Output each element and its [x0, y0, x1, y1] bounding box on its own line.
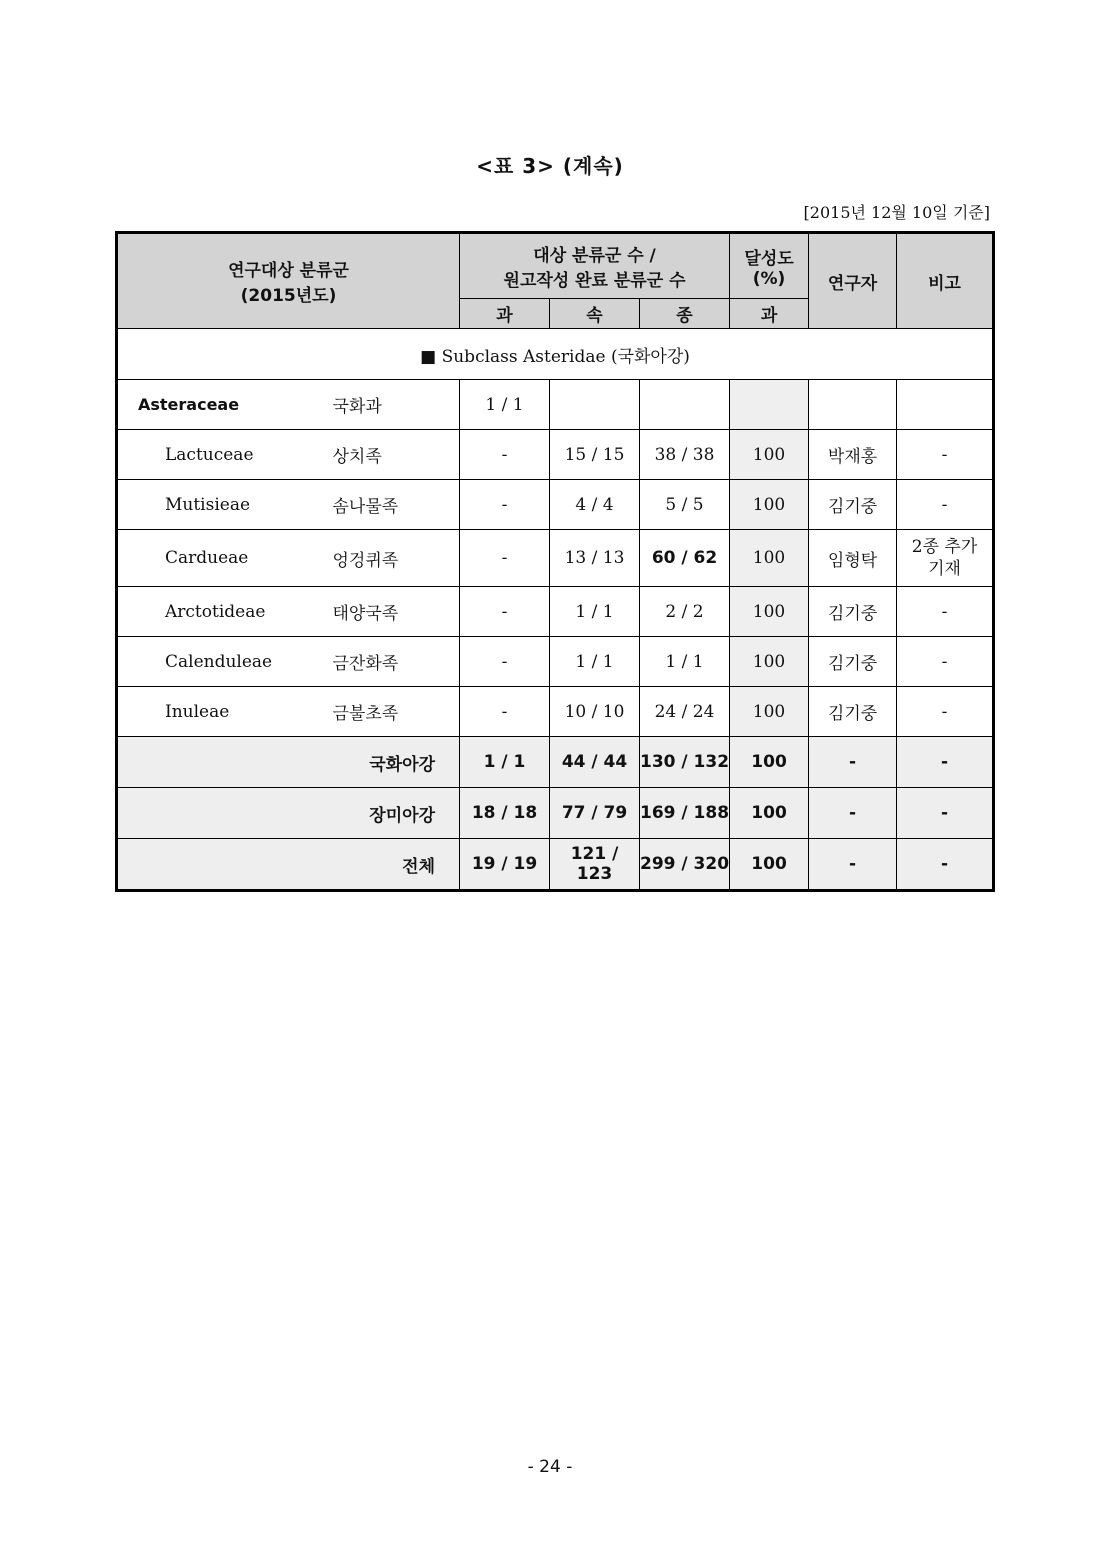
- family-kor-name: 국화과: [333, 380, 460, 430]
- header-rate: [730, 233, 809, 299]
- header-group-year: (2015년도): [240, 286, 337, 306]
- family-count: -: [460, 637, 550, 687]
- remark: -: [897, 839, 994, 891]
- tribe-kor-name: 금잔화족: [333, 637, 460, 687]
- tribe-sci-name: Calenduleae: [117, 637, 333, 687]
- table-row: [117, 687, 994, 737]
- species-count: 2 / 2: [640, 587, 730, 637]
- species-count: [640, 380, 730, 430]
- remark: [897, 380, 994, 430]
- genus-count: 4 / 4: [550, 480, 640, 530]
- reference-date: [2015년 12월 10일 기준]: [803, 203, 990, 222]
- genus-count: 1 / 1: [550, 637, 640, 687]
- header-remark: 비고: [897, 233, 994, 329]
- header-rate-line2: (%): [752, 268, 786, 289]
- genus-count: 77 / 79: [550, 788, 640, 839]
- rate-value: 100: [730, 737, 809, 788]
- tribe-kor-name: 금불초족: [333, 687, 460, 737]
- table-row: [117, 637, 994, 687]
- remark: [897, 530, 994, 587]
- genus-count: 10 / 10: [550, 687, 640, 737]
- total-row: [117, 839, 994, 891]
- researcher: -: [809, 788, 897, 839]
- remark: -: [897, 737, 994, 788]
- total-row: [117, 788, 994, 839]
- researcher: [809, 380, 897, 430]
- subclass-heading: ■ Subclass Asteridae (국화아강): [117, 329, 994, 380]
- rate-value: 100: [730, 637, 809, 687]
- remark: -: [897, 480, 994, 530]
- researcher: -: [809, 839, 897, 891]
- rate-value: 100: [730, 530, 809, 587]
- rate-value: [730, 380, 809, 430]
- table-row: [117, 480, 994, 530]
- family-count: 1 / 1: [460, 737, 550, 788]
- header-group: [117, 233, 460, 329]
- genus-count: 44 / 44: [550, 737, 640, 788]
- species-count: 130 / 132: [640, 737, 730, 788]
- header-genus: 속: [550, 299, 640, 329]
- remark: -: [897, 687, 994, 737]
- header-family: 과: [460, 299, 550, 329]
- tribe-sci-name: Mutisieae: [117, 480, 333, 530]
- remark-line1: 2종 추가: [911, 537, 978, 557]
- table-row: [117, 530, 994, 587]
- tribe-kor-name: 솜나물족: [333, 480, 460, 530]
- species-count: 38 / 38: [640, 430, 730, 480]
- remark: -: [897, 637, 994, 687]
- genus-count: [550, 380, 640, 430]
- genus-count: 1 / 1: [550, 587, 640, 637]
- researcher: 임형탁: [809, 530, 897, 587]
- tribe-sci-name: Arctotideae: [117, 587, 333, 637]
- header-species: 종: [640, 299, 730, 329]
- family-count: -: [460, 530, 550, 587]
- remark: -: [897, 788, 994, 839]
- family-count: -: [460, 430, 550, 480]
- page-number: - 24 -: [527, 1457, 573, 1477]
- researcher: 김기중: [809, 480, 897, 530]
- rate-value: 100: [730, 788, 809, 839]
- header-rate-line1: 달성도: [744, 248, 794, 269]
- table-title: <표 3> (계속): [476, 154, 624, 178]
- tribe-kor-name: 엉겅퀴족: [333, 530, 460, 587]
- tribe-sci-name: Cardueae: [117, 530, 333, 587]
- tribe-kor-name: 태양국족: [333, 587, 460, 637]
- family-count: -: [460, 587, 550, 637]
- header-researcher: 연구자: [809, 233, 897, 329]
- family-count: -: [460, 480, 550, 530]
- rate-value: 100: [730, 839, 809, 891]
- genus-count: 15 / 15: [550, 430, 640, 480]
- rate-value: 100: [730, 480, 809, 530]
- researcher: 김기중: [809, 687, 897, 737]
- researcher: 김기중: [809, 587, 897, 637]
- total-label: 장미아강: [117, 788, 460, 839]
- genus-count: 13 / 13: [550, 530, 640, 587]
- rate-value: 100: [730, 687, 809, 737]
- species-count: 1 / 1: [640, 637, 730, 687]
- family-sci-name: Asteraceae: [117, 380, 333, 430]
- family-count: 1 / 1: [460, 380, 550, 430]
- progress-table: [115, 231, 995, 892]
- table-row: [117, 587, 994, 637]
- tribe-sci-name: Lactuceae: [117, 430, 333, 480]
- header-count-line1: 대상 분류군 수 /: [533, 246, 656, 266]
- family-count: 18 / 18: [460, 788, 550, 839]
- header-count: [460, 233, 730, 299]
- researcher: 김기중: [809, 637, 897, 687]
- tribe-kor-name: 상치족: [333, 430, 460, 480]
- header-count-line2: 원고작성 완료 분류군 수: [503, 271, 686, 291]
- family-count: -: [460, 687, 550, 737]
- species-count: 5 / 5: [640, 480, 730, 530]
- species-count: 299 / 320: [640, 839, 730, 891]
- tribe-sci-name: Inuleae: [117, 687, 333, 737]
- total-label: 국화아강: [117, 737, 460, 788]
- total-label: 전체: [117, 839, 460, 891]
- remark: -: [897, 587, 994, 637]
- researcher: 박재홍: [809, 430, 897, 480]
- researcher: -: [809, 737, 897, 788]
- remark: -: [897, 430, 994, 480]
- rate-value: 100: [730, 587, 809, 637]
- species-count: 60 / 62: [640, 530, 730, 587]
- rate-value: 100: [730, 430, 809, 480]
- species-count: 24 / 24: [640, 687, 730, 737]
- remark-line2: 기재: [928, 559, 961, 579]
- header-group-label: 연구대상 분류군: [228, 261, 349, 281]
- genus-count: 121 / 123: [550, 839, 640, 891]
- table-row: [117, 380, 994, 430]
- table-row: [117, 430, 994, 480]
- header-rate-unit: 과: [730, 299, 809, 329]
- total-row: [117, 737, 994, 788]
- species-count: 169 / 188: [640, 788, 730, 839]
- family-count: 19 / 19: [460, 839, 550, 891]
